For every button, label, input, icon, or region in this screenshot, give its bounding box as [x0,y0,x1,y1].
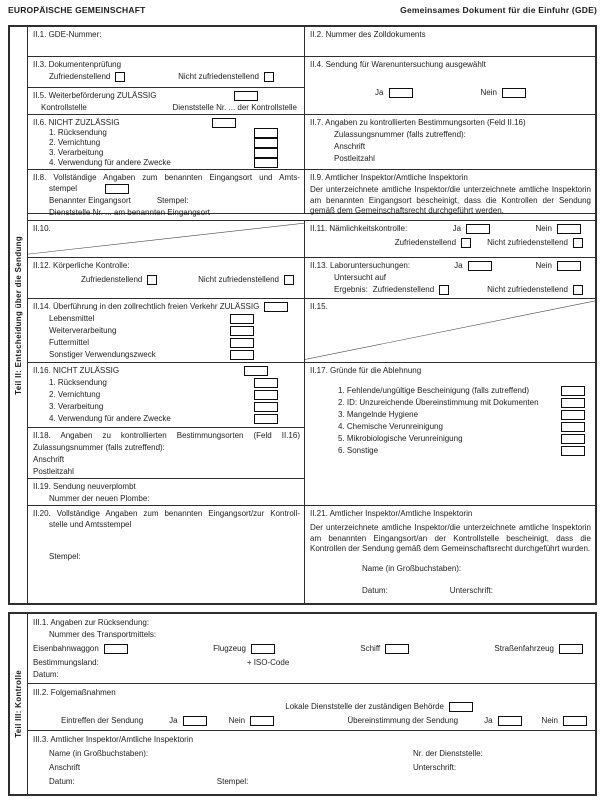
checkbox-ii4-yes[interactable] [389,88,413,98]
field-iii2-arrival-no-label: Nein [228,716,246,725]
field-ii17 [305,363,595,505]
field-ii8 [28,170,305,217]
checkbox-iii2-local-office[interactable] [449,702,473,712]
field-ii14 [28,299,305,362]
field-iii3-address-label: Anschrift [49,763,81,772]
field-ii6 [28,115,305,169]
part3-side-strip [10,614,28,794]
field-iii1 [28,614,595,683]
field-ii20 [28,506,305,603]
checkbox-ii14-food[interactable] [230,314,254,324]
field-ii19-seal-number-label: Nummer der neuen Plombe: [49,494,150,503]
checkbox-ii6-destruction[interactable] [254,138,278,148]
checkbox-iii1-plane[interactable] [251,644,275,654]
part2-grid [28,27,595,603]
field-ii17-reason-label: 1. Fehlende/ungültige Bescheinigung (falls zutreffend) [338,386,530,395]
field-ii10 [28,221,305,257]
field-iii3 [28,731,595,794]
field-ii21 [305,506,595,603]
field-ii15 [305,299,595,362]
field-ii1-label: II.1. GDE-Nummer: [33,30,102,39]
field-ii4-no-label: Nein [480,88,497,97]
checkbox-ii17-hygiene[interactable] [561,410,585,420]
checkbox-ii16-destruction[interactable] [254,390,278,400]
field-ii21-name-label: Name (in Großbuchstaben): [362,563,462,573]
field-ii7-address-label: Anschrift [334,142,366,151]
field-ii8-stamp-label: Stempel: [156,195,189,205]
field-ii21-signature-label: Unterschrift: [449,585,493,595]
field-ii12 [28,258,305,298]
field-iii3-name-label: Name (in Großbuchstaben): [49,749,149,758]
checkbox-ii6-not-acceptable[interactable] [212,118,236,128]
field-ii21-date-label: Datum: [362,585,388,595]
field-ii16-item-label: 3. Verarbeitung [49,402,104,411]
checkbox-ii14-further-process[interactable] [230,326,254,336]
field-iii1-road-label: Straßenfahrzeug [494,644,554,653]
field-ii17-reason-label: 3. Mangelnde Hygiene [338,410,419,419]
field-ii7 [305,115,595,169]
field-ii19 [28,478,304,505]
field-ii6-item-label: 1. Rücksendung [49,128,107,137]
field-ii13-satisfactory-label: Zufriedenstellend [372,285,435,294]
field-ii17-reason-label: 5. Mikrobiologische Verunreinigung [338,434,463,443]
field-ii11-no-label: Nein [535,224,552,233]
checkbox-ii6-transformation[interactable] [254,148,278,158]
field-ii21-label: II.21. Amtlicher Inspektor/Amtliche Inspektorin [310,509,473,518]
checkbox-ii3-not-satisfactory[interactable] [264,72,274,82]
part3-side-label: Teil III: Kontrolle [14,670,23,738]
field-ii17-reason-label: 2. ID: Unzureichende Übereinstimmung mit Dokumenten [338,398,539,407]
checkbox-ii13-no[interactable] [557,261,581,271]
field-ii17-reason-label: 6. Sonstige [338,446,379,455]
field-ii16 [28,363,304,427]
field-iii3-office-number-label: Nr. der Dienststelle: [413,749,483,758]
checkbox-ii17-chemical[interactable] [561,422,585,432]
field-iii2-arrival-yes-label: Ja [169,716,178,725]
field-iii2-arrival-label: Eintreffen der Sendung [61,716,144,725]
field-ii20-label-line1: II.20. Vollständige Angaben zum benannten Eingangsort/zur Kontroll- [33,509,300,518]
header-community-title: EUROPÄISCHE GEMEINSCHAFT [8,5,146,15]
checkbox-ii14-feed[interactable] [230,338,254,348]
field-ii13-not-satisfactory-label: Nicht zufriedenstellend [487,285,568,294]
header-document-title: Gemeinsames Dokument für die Einfuhr (GDE) [400,5,597,15]
field-ii13 [305,258,595,298]
field-ii15-label: II.15. [310,302,328,311]
field-ii9-declaration: Der unterzeichnete amtliche Inspektor/die unterzeichnete amtliche Inspektorin am benannten Eingangsort bescheinigt, dass die Kontrollen der Sendung gemäß dem Gemeinschaftsrecht durchgeführt werden. [310,185,591,215]
field-iii2-conformity-no-label: Nein [541,716,558,725]
field-ii3-label: II.3. Dokumentenprüfung [33,60,122,69]
field-ii11 [305,221,595,257]
checkbox-ii5-onward-transport[interactable] [234,91,258,101]
checkbox-ii11-satisfactory[interactable] [461,238,471,248]
field-ii16-item-label: 1. Rücksendung [49,378,107,387]
field-ii12-satisfactory-label: Zufriedenstellend [81,275,143,284]
field-ii7-postcode-label: Postleitzahl [334,154,375,163]
field-ii4-label: II.4. Sendung für Warenuntersuchung ausgewählt [310,60,486,69]
field-ii7-label: II.7. Angaben zu kontrollierten Bestimmungsorten (Feld II.16) [310,118,526,127]
checkbox-ii13-yes[interactable] [468,261,492,271]
checkbox-iii2-arrival-yes[interactable] [183,716,207,726]
checkbox-iii2-arrival-no[interactable] [250,716,274,726]
checkbox-ii6-other-use[interactable] [254,158,278,168]
field-ii4-yes-label: Ja [375,88,384,97]
field-ii11-satisfactory-label: Zufriedenstellend [394,238,457,247]
field-ii4 [305,57,595,114]
field-ii18-approval-number-label: Zulassungsnummer (falls zutreffend): [33,443,165,452]
part2-side-strip [10,27,28,603]
field-iii1-date-label: Datum: [33,670,59,679]
field-ii13-yes-label: Ja [454,261,463,270]
field-ii18-address-label: Anschrift [33,455,65,464]
strikethrough-diagonal [28,221,304,257]
checkbox-iii1-road-vehicle[interactable] [559,644,583,654]
field-ii12-label: II.12. Körperliche Kontrolle: [33,261,130,270]
checkbox-iii1-ship[interactable] [385,644,409,654]
field-ii19-label: II.19. Sendung neuverplombt [33,482,136,491]
checkbox-ii13-satisfactory[interactable] [439,285,449,295]
field-ii7-approval-number-label: Zulassungsnummer (falls zutreffend): [334,130,466,139]
checkbox-ii4-no[interactable] [502,88,526,98]
field-ii6-label: II.6. NICHT ZUZLÄSSIG [33,118,120,127]
checkbox-iii2-conformity-yes[interactable] [498,716,522,726]
checkbox-ii17-id-mismatch[interactable] [561,398,585,408]
checkbox-ii11-no[interactable] [557,224,581,234]
field-ii20-label-line2: stelle und Amtsstempel [49,519,132,529]
field-ii6-item-label: 4. Verwendung für andere Zwecke [49,158,171,167]
field-iii1-iso-code-label: + ISO-Code [246,658,290,667]
part2-section [8,25,597,605]
field-ii8-office-label: Dienststelle Nr. ... am benannten Eingangsort [49,207,210,217]
checkbox-ii16-transformation[interactable] [254,402,278,412]
field-ii3-not-satisfactory-label: Nicht zufriedenstellend [178,72,259,81]
field-ii6-item-label: 2. Vernichtung [49,138,101,147]
part3-section [8,612,597,796]
field-ii18 [28,427,304,479]
checkbox-ii11-yes[interactable] [466,224,490,234]
field-ii16-item-label: 4. Verwendung für andere Zwecke [49,414,171,423]
checkbox-iii1-railway-wagon[interactable] [104,644,128,654]
field-ii3-satisfactory-label: Zufriedenstellend [49,72,111,81]
field-ii17-reason-label: 4. Chemische Verunreinigung [338,422,443,431]
checkbox-iii2-conformity-no[interactable] [563,716,587,726]
field-ii14-item-label: Futtermittel [49,338,90,347]
checkbox-ii14-other[interactable] [230,350,254,360]
field-iii1-ship-label: Schiff [360,644,381,653]
field-ii17-label: II.17. Gründe für die Ablehnung [310,366,422,375]
field-ii5-label: II.5. Weiterbeförderung ZULÄSSIG [33,91,157,100]
field-ii13-tested-for-label: Untersucht auf [334,273,387,282]
checkbox-ii6-redispatch[interactable] [254,128,278,138]
field-ii11-label: II.11. Nämlichkeitskontrolle: [310,224,408,233]
field-iii2-conformity-label: Übereinstimmung der Sendung [347,716,459,725]
field-ii11-not-satisfactory-label: Nicht zufriedenstellend [487,238,568,247]
field-ii16-label: II.16. NICHT ZULÄSSIG [33,366,120,375]
field-iii1-rail-label: Eisenbahnwaggon [33,644,99,653]
field-iii1-label: III.1. Angaben zur Rücksendung: [33,618,150,627]
field-ii18-label: II.18. Angaben zu kontrollierten Bestimmungsorten (Feld II.16) [33,430,300,440]
field-iii2-local-office-label: Lokale Dienststelle der zuständigen Behörde [285,702,444,711]
field-ii6-item-label: 3. Verarbeitung [49,148,104,157]
field-ii13-result-label: Ergebnis: [334,285,368,294]
checkbox-ii11-not-satisfactory[interactable] [573,238,583,248]
checkbox-ii8-full-details[interactable] [105,184,129,194]
field-ii9-label: II.9. Amtlicher Inspektor/Amtliche Inspektorin [310,173,468,182]
part3-grid [28,614,595,794]
checkbox-ii12-not-satisfactory[interactable] [284,275,294,285]
field-iii3-signature-label: Unterschrift: [413,763,457,772]
field-ii13-no-label: Nein [535,261,552,270]
checkbox-ii16-redispatch[interactable] [254,378,278,388]
field-ii14-label: II.14. Überführung in den zollrechtlich freien Verkehr ZULÄSSIG [33,302,260,311]
strikethrough-diagonal [305,299,595,362]
field-ii14-item-label: Lebensmittel [49,314,95,323]
field-iii1-plane-label: Flugzeug [213,644,247,653]
field-ii3 [28,57,304,87]
field-ii2-label: II.2. Nummer des Zolldokuments [310,30,426,39]
page-header [8,5,597,15]
field-ii12-not-satisfactory-label: Nicht zufriedenstellend [198,275,279,284]
field-iii2 [28,684,595,730]
field-ii10-label: II.10. [33,224,51,233]
checkbox-ii16-other-use[interactable] [254,414,278,424]
checkbox-ii13-not-satisfactory[interactable] [573,285,583,295]
checkbox-ii12-satisfactory[interactable] [147,275,157,285]
field-ii8-entry-point-label: Benannter Eingangsort [49,195,131,205]
field-ii5 [28,87,304,114]
field-ii14-item-label: Weiterverarbeitung [49,326,117,335]
field-ii5-office-label: Dienststelle Nr. ... der Kontrollstelle [172,103,297,112]
field-ii5-control-point-label: Kontrollstelle [41,103,87,112]
field-ii14-item-label: Sonstiger Verwendungszweck [49,350,156,359]
field-ii9 [305,170,595,213]
field-ii21-declaration: Der unterzeichnete amtliche Inspektor/die unterzeichnete amtliche Inspektorin am benannten Eingangsort/an der Kontrollstelle bescheinigt, dass die Kontrollen der Sendung gemäß dem Gemeinschaftsrecht durchgeführt wurden. [310,523,591,553]
field-ii20-stamp-label: Stempel: [49,551,81,561]
field-iii1-transport-number-label: Nummer des Transportmittels: [49,630,157,639]
part2-side-label: Teil II: Entscheidung über die Sendung [14,235,23,395]
checkbox-ii17-other[interactable] [561,446,585,456]
field-iii1-destination-label: Bestimmungsland: [33,658,99,667]
field-ii16-item-label: 2. Vernichtung [49,390,101,399]
field-iii3-stamp-label: Stempel: [216,777,249,786]
field-ii18-postcode-label: Postleitzahl [33,467,74,476]
checkbox-ii17-certificate[interactable] [561,386,585,396]
field-iii2-label: III.2. Folgemaßnahmen [33,688,116,697]
checkbox-ii3-satisfactory[interactable] [115,72,125,82]
field-iii3-label: III.3. Amtlicher Inspektor/Amtliche Inspektorin [33,735,194,744]
checkbox-ii17-microbiological[interactable] [561,434,585,444]
field-iii2-conformity-yes-label: Ja [484,716,493,725]
field-ii8-label-line1: II.8. Vollständige Angaben zum benannten Eingangsort und Amts- [33,173,300,182]
checkbox-ii14-free-circulation[interactable] [264,302,288,312]
field-iii3-date-label: Datum: [49,777,75,786]
field-ii11-yes-label: Ja [452,224,462,233]
field-ii8-label-line2: stempel [49,183,78,193]
field-ii13-label: II.13. Laboruntersuchungen: [310,261,411,270]
field-ii2 [305,27,595,56]
field-ii1 [28,27,305,56]
checkbox-ii16-not-acceptable[interactable] [244,366,268,376]
